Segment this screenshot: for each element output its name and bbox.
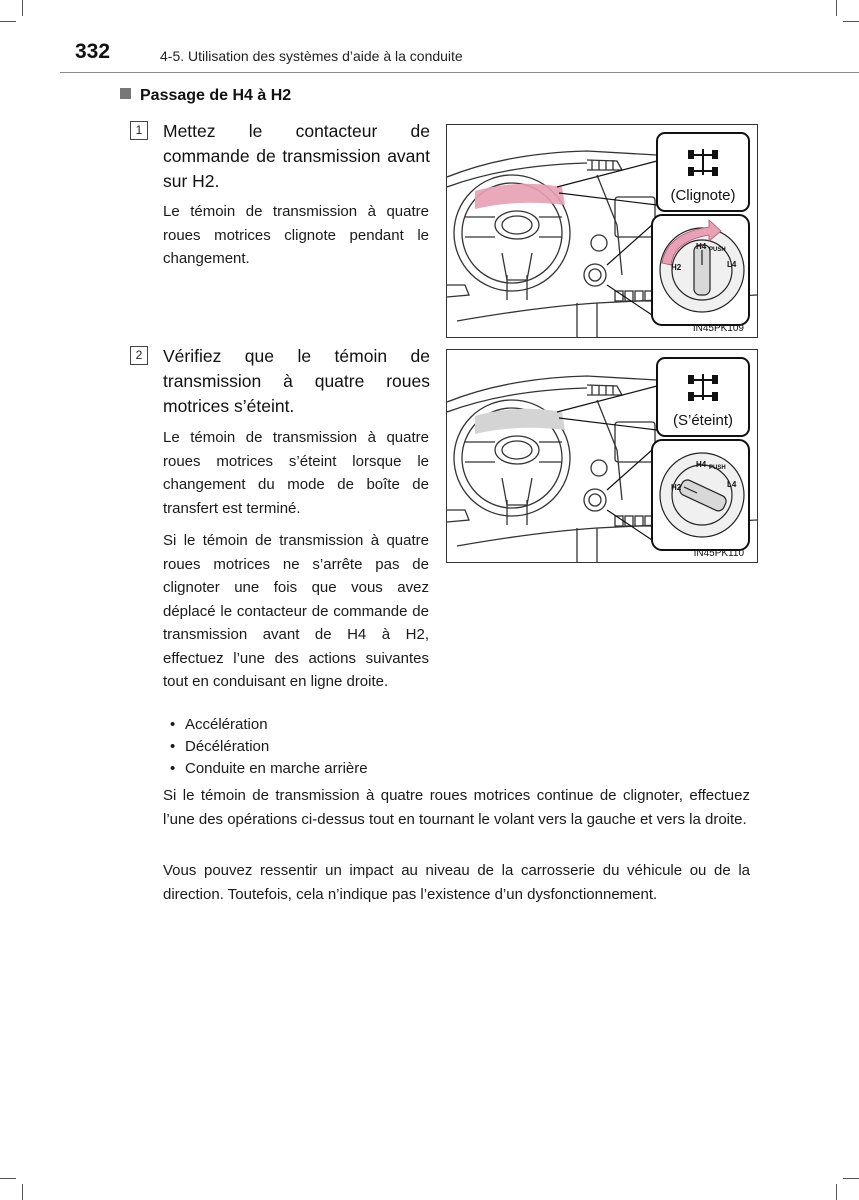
step-2-number: 2 xyxy=(130,346,148,365)
crop-mark xyxy=(0,21,16,22)
dial-label-push: PUSH xyxy=(709,465,726,471)
dashboard-illustration-2 xyxy=(447,350,757,562)
list-item: • Accélération xyxy=(170,714,368,736)
step-1-notes xyxy=(163,200,429,280)
step-1-number: 1 xyxy=(130,121,148,140)
crop-mark xyxy=(843,21,859,22)
crop-mark xyxy=(0,1178,16,1179)
figure-2-callout-label: (S’éteint) xyxy=(672,412,734,429)
crop-mark xyxy=(836,1184,837,1200)
figure-step-2 xyxy=(446,349,758,563)
list-item: • Décélération xyxy=(170,736,368,758)
dial-label-h4: H4 xyxy=(696,242,707,251)
header-rule xyxy=(60,72,859,73)
crop-mark xyxy=(843,1178,859,1179)
dial-label-push: PUSH xyxy=(709,247,726,253)
figure-2-code: IN45PK110 xyxy=(693,548,744,559)
action-list xyxy=(170,714,368,780)
list-item: • Conduite en marche arrière xyxy=(170,758,368,780)
crop-mark xyxy=(836,0,837,16)
running-head: 4-5. Utilisation des systèmes d’aide à la conduite xyxy=(160,48,463,64)
dial-label-h2: H2 xyxy=(671,263,682,272)
figure-1-callout-label: (Clignote) xyxy=(670,187,736,204)
section-title xyxy=(120,87,291,105)
paragraph-keep-blinking: Si le témoin de transmission à quatre roues motrices continue de clignoter, effectuez l’une des opérations ci-dessus tout en tournant le volant vers la gauche et vers la droite. xyxy=(163,787,750,828)
figure-step-1 xyxy=(446,124,758,338)
dial-label-l4: L4 xyxy=(727,260,737,269)
step-1-instruction: Mettez le contacteur de commande de transmission avant sur H2. xyxy=(163,121,430,191)
step-2-note-2: Si le témoin de transmission à quatre roues motrices ne s’arrête pas de clignoter une fois que vous avez déplacé le contacteur de commande de transmission avant de H4 à H2, effectuez l’une des actions suivantes tout en conduisant en ligne droite. xyxy=(163,532,429,690)
paragraph-impact-note: Vous pouvez ressentir un impact au niveau de la carrosserie du véhicule ou de la direction. Toutefois, cela n’indique pas l’existence d’un dysfonctionnement. xyxy=(163,862,750,903)
dashboard-illustration-1 xyxy=(447,125,757,337)
step-2-note-1: Le témoin de transmission à quatre roues motrices s’éteint lorsque le changement du mode de boîte de transfert est terminé. xyxy=(163,429,429,517)
crop-mark xyxy=(22,0,23,16)
instrument-cluster xyxy=(475,409,565,434)
page-number: 332 xyxy=(75,40,111,63)
step-2-notes xyxy=(163,426,429,703)
figure-1-code: IN45PK109 xyxy=(692,323,744,334)
dial-label-h2: H2 xyxy=(671,483,682,492)
instrument-cluster xyxy=(475,184,565,209)
section-bullet-icon xyxy=(120,88,131,99)
crop-mark xyxy=(22,1184,23,1200)
step-1-note: Le témoin de transmission à quatre roues motrices clignote pendant le changement. xyxy=(163,203,429,267)
dial-label-h4: H4 xyxy=(696,460,707,469)
step-2-instruction: Vérifiez que le témoin de transmission à quatre roues motrices s’éteint. xyxy=(163,346,430,416)
section-title-text: Passage de H4 à H2 xyxy=(140,87,292,104)
dial-label-l4: L4 xyxy=(727,480,737,489)
